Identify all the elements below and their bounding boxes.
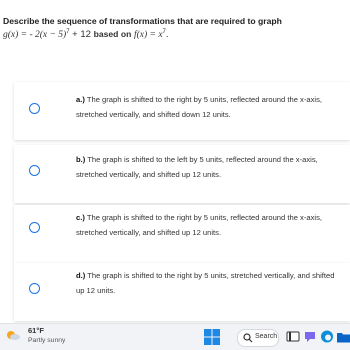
option-a-letter: a.) — [76, 95, 85, 104]
f-function: f(x) = x — [133, 30, 163, 41]
search-icon — [243, 333, 253, 343]
radio-option-b[interactable] — [29, 165, 40, 176]
option-b-letter: b.) — [76, 155, 86, 164]
file-explorer-icon[interactable] — [337, 329, 350, 344]
g-exponent: 7 — [66, 29, 70, 35]
question-formula — [3, 29, 169, 40]
option-a-text[interactable] — [76, 92, 344, 122]
g-tail: + 12 — [69, 29, 91, 41]
option-c-label: The graph is shifted to the right by 5 units, reflected around the x-axis, stretched vertically, and shifted up 12 units. — [76, 213, 322, 237]
chat-icon[interactable] — [303, 329, 317, 344]
radio-option-c[interactable] — [29, 222, 40, 233]
radio-option-d[interactable] — [29, 283, 40, 294]
option-b-text[interactable] — [76, 152, 344, 182]
windows-start-icon[interactable] — [204, 329, 220, 345]
weather-temperature[interactable]: 61°F — [28, 326, 44, 335]
taskbar — [0, 323, 350, 350]
g-function: g(x) = - 2(x − 5) — [3, 30, 67, 41]
question-text: Describe the sequence of transformations that are required to graph — [3, 16, 282, 26]
partly-sunny-icon[interactable] — [6, 330, 20, 340]
based-on-label: based on — [93, 29, 132, 40]
taskbar-search-button[interactable] — [237, 329, 279, 347]
radio-option-a[interactable] — [29, 103, 40, 114]
search-label: Search — [255, 333, 278, 340]
f-exponent: 7 — [162, 29, 166, 35]
option-c-letter: c.) — [76, 213, 85, 222]
option-d-label: The graph is shifted to the right by 5 units, stretched vertically, and shifted up 12 units. — [76, 271, 335, 295]
task-view-icon[interactable] — [286, 329, 300, 344]
f-period: . — [165, 29, 169, 41]
option-a-label: The graph is shifted to the right by 5 units, reflected around the x-axis, stretched vertically, and shifted down 12 units. — [76, 95, 322, 119]
option-d-text[interactable] — [76, 268, 344, 298]
edge-browser-icon[interactable] — [320, 329, 334, 344]
option-d-letter: d.) — [76, 271, 86, 280]
weather-condition[interactable]: Partly sunny — [28, 337, 66, 344]
option-b-label: The graph is shifted to the left by 5 units, reflected around the x-axis, stretched vertically, and shifted up 12 units. — [76, 155, 318, 179]
option-c-text[interactable] — [76, 210, 344, 240]
